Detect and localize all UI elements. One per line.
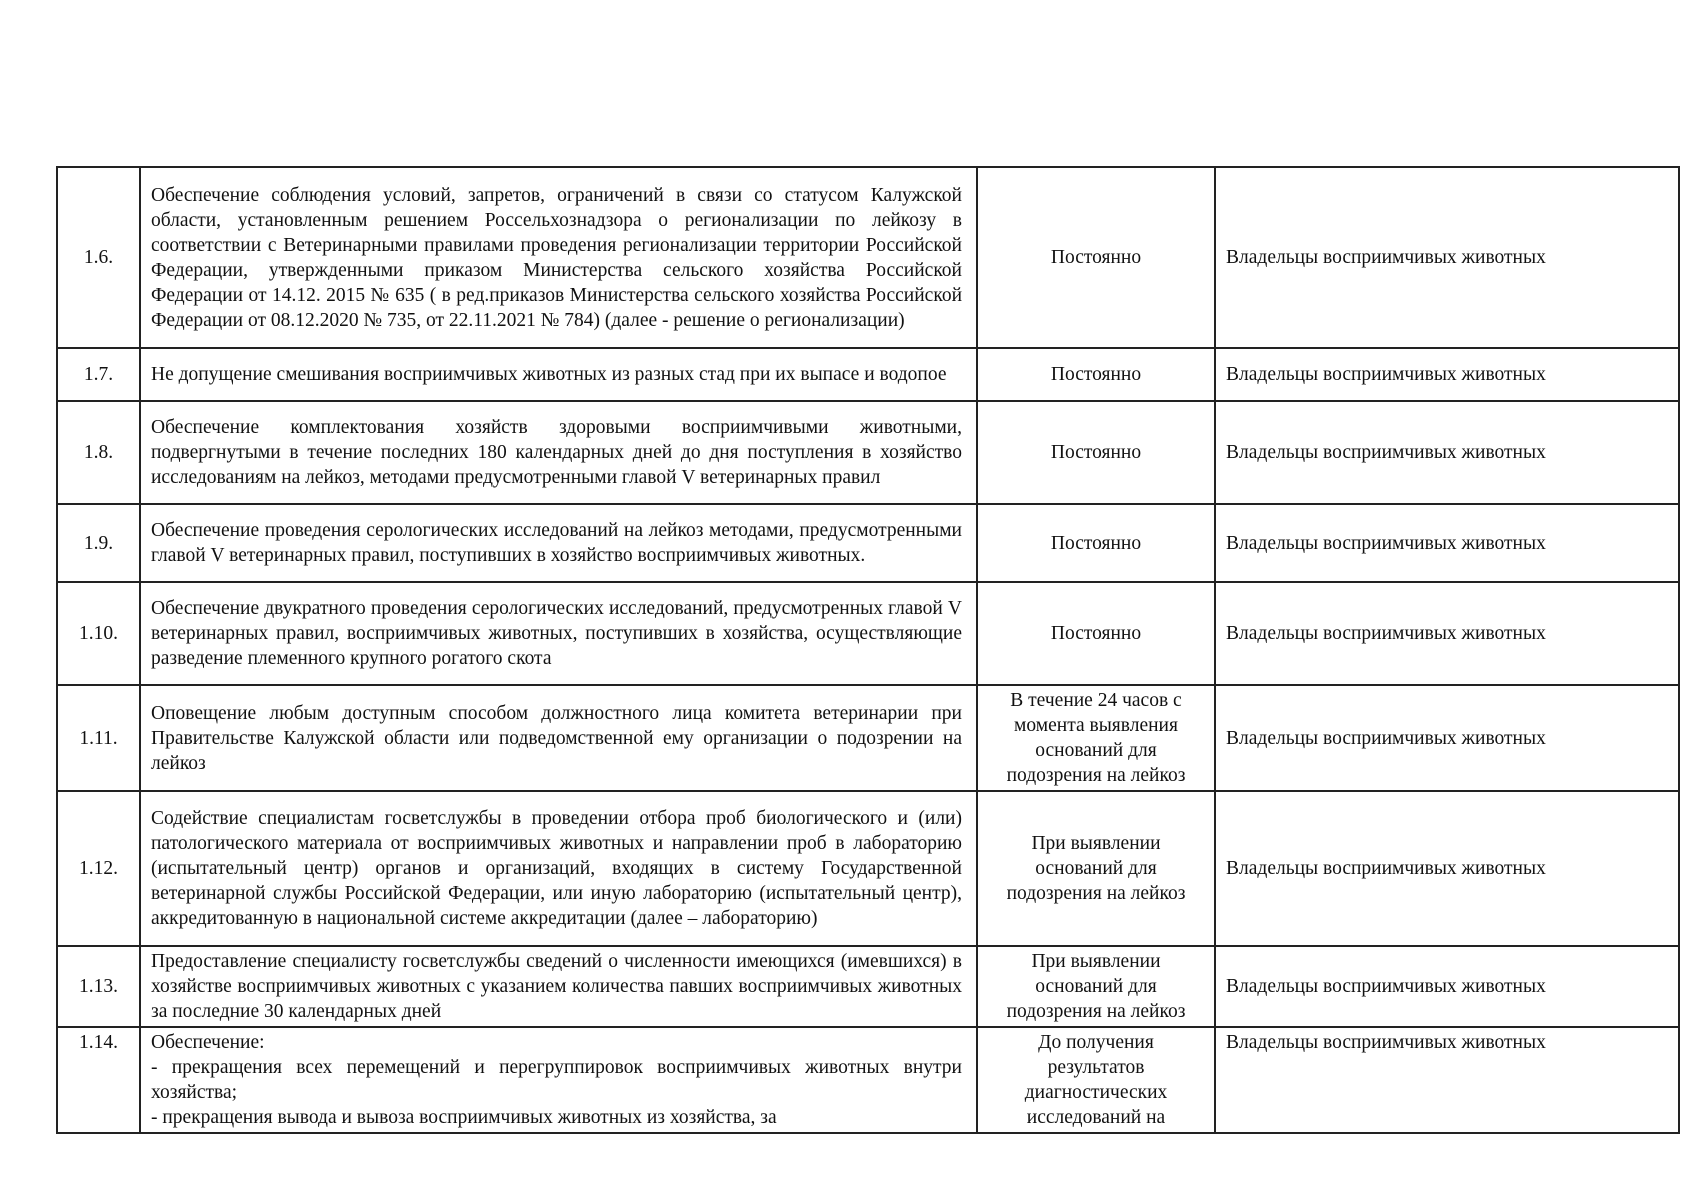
table-row <box>57 504 1679 582</box>
measure-description: Предоставление специалисту госветслужбы сведений о численности имеющихся (имевшихся) в хозяйстве восприимчивых животных с указанием количества павших восприимчивых животных за последние 30 календарных дней <box>140 946 977 1027</box>
row-number: 1.13. <box>57 946 140 1027</box>
table-row <box>57 1027 1679 1133</box>
row-number: 1.7. <box>57 348 140 401</box>
description-line: - прекращения вывода и вывоза восприимчивых животных из хозяйства, за <box>151 1107 777 1128</box>
measure-term: При выявлении оснований для подозрения на лейкоз <box>977 791 1215 946</box>
measure-description: Оповещение любым доступным способом должностного лица комитета ветеринарии при Правительстве Калужской области или подведомственной ему организации о подозрении на лейкоз <box>140 685 977 791</box>
row-number: 1.11. <box>57 685 140 791</box>
measure-description: Содействие специалистам госветслужбы в проведении отбора проб биологического и (или) патологического материала от восприимчивых животных и направлении проб в лабораторию (испытательный центр) органов и организаций, входящих в систему Государственной ветеринарной службы Российской Федерации, или иную лабораторию (испытательный центр), аккредитованную в национальной системе аккредитации (далее – лабораторию) <box>140 791 977 946</box>
measure-term: Постоянно <box>977 348 1215 401</box>
responsible-party: Владельцы восприимчивых животных <box>1215 348 1679 401</box>
measure-term: При выявлении оснований для подозрения на лейкоз <box>977 946 1215 1027</box>
row-number: 1.6. <box>57 167 140 348</box>
row-number: 1.8. <box>57 401 140 504</box>
table-row <box>57 946 1679 1027</box>
responsible-party: Владельцы восприимчивых животных <box>1215 791 1679 946</box>
table-row <box>57 582 1679 685</box>
row-number: 1.10. <box>57 582 140 685</box>
measure-term: Постоянно <box>977 167 1215 348</box>
measure-description: Не допущение смешивания восприимчивых животных из разных стад при их выпасе и водопое <box>140 348 977 401</box>
description-line: - прекращения всех перемещений и перегруппировок восприимчивых животных внутри хозяйства; <box>151 1057 962 1103</box>
responsible-party: Владельцы восприимчивых животных <box>1215 582 1679 685</box>
measure-description <box>140 1027 977 1133</box>
responsible-party: Владельцы восприимчивых животных <box>1215 1027 1679 1133</box>
measure-description: Обеспечение двукратного проведения серологических исследований, предусмотренных главой V ветеринарных правил, восприимчивых животных, поступивших в хозяйства, осуществляющие разведение племенного крупного рогатого скота <box>140 582 977 685</box>
table-row <box>57 401 1679 504</box>
description-line: Обеспечение: <box>151 1032 265 1053</box>
measure-term: В течение 24 часов с момента выявления оснований для подозрения на лейкоз <box>977 685 1215 791</box>
row-number: 1.14. <box>57 1027 140 1133</box>
row-number: 1.9. <box>57 504 140 582</box>
table-row <box>57 167 1679 348</box>
responsible-party: Владельцы восприимчивых животных <box>1215 946 1679 1027</box>
responsible-party: Владельцы восприимчивых животных <box>1215 401 1679 504</box>
measure-term: Постоянно <box>977 504 1215 582</box>
responsible-party: Владельцы восприимчивых животных <box>1215 167 1679 348</box>
row-number: 1.12. <box>57 791 140 946</box>
measure-term: Постоянно <box>977 401 1215 504</box>
measure-term: До получения результатов диагностических исследований на <box>977 1027 1215 1133</box>
responsible-party: Владельцы восприимчивых животных <box>1215 685 1679 791</box>
responsible-party: Владельцы восприимчивых животных <box>1215 504 1679 582</box>
table-row <box>57 791 1679 946</box>
measure-term: Постоянно <box>977 582 1215 685</box>
table-row <box>57 348 1679 401</box>
measure-description: Обеспечение комплектования хозяйств здоровыми восприимчивыми животными, подвергнутыми в течение последних 180 календарных дней до дня поступления в хозяйство исследованиям на лейкоз, методами предусмотренными главой V ветеринарных правил <box>140 401 977 504</box>
measure-description: Обеспечение проведения серологических исследований на лейкоз методами, предусмотренными главой V ветеринарных правил, поступивших в хозяйство восприимчивых животных. <box>140 504 977 582</box>
measures-table <box>56 166 1680 1134</box>
table-row <box>57 685 1679 791</box>
measure-description: Обеспечение соблюдения условий, запретов, ограничений в связи со статусом Калужской области, установленным решением Россельхознадзора о регионализации по лейкозу в соответствии с Ветеринарными правилами проведения регионализации территории Российской Федерации, утвержденными приказом Министерства сельского хозяйства Российской Федерации от 14.12. 2015 № 635 ( в ред.приказов Министерства сельского хозяйства Российской Федерации от 08.12.2020 № 735, от 22.11.2021 № 784) (далее - решение о регионализации) <box>140 167 977 348</box>
